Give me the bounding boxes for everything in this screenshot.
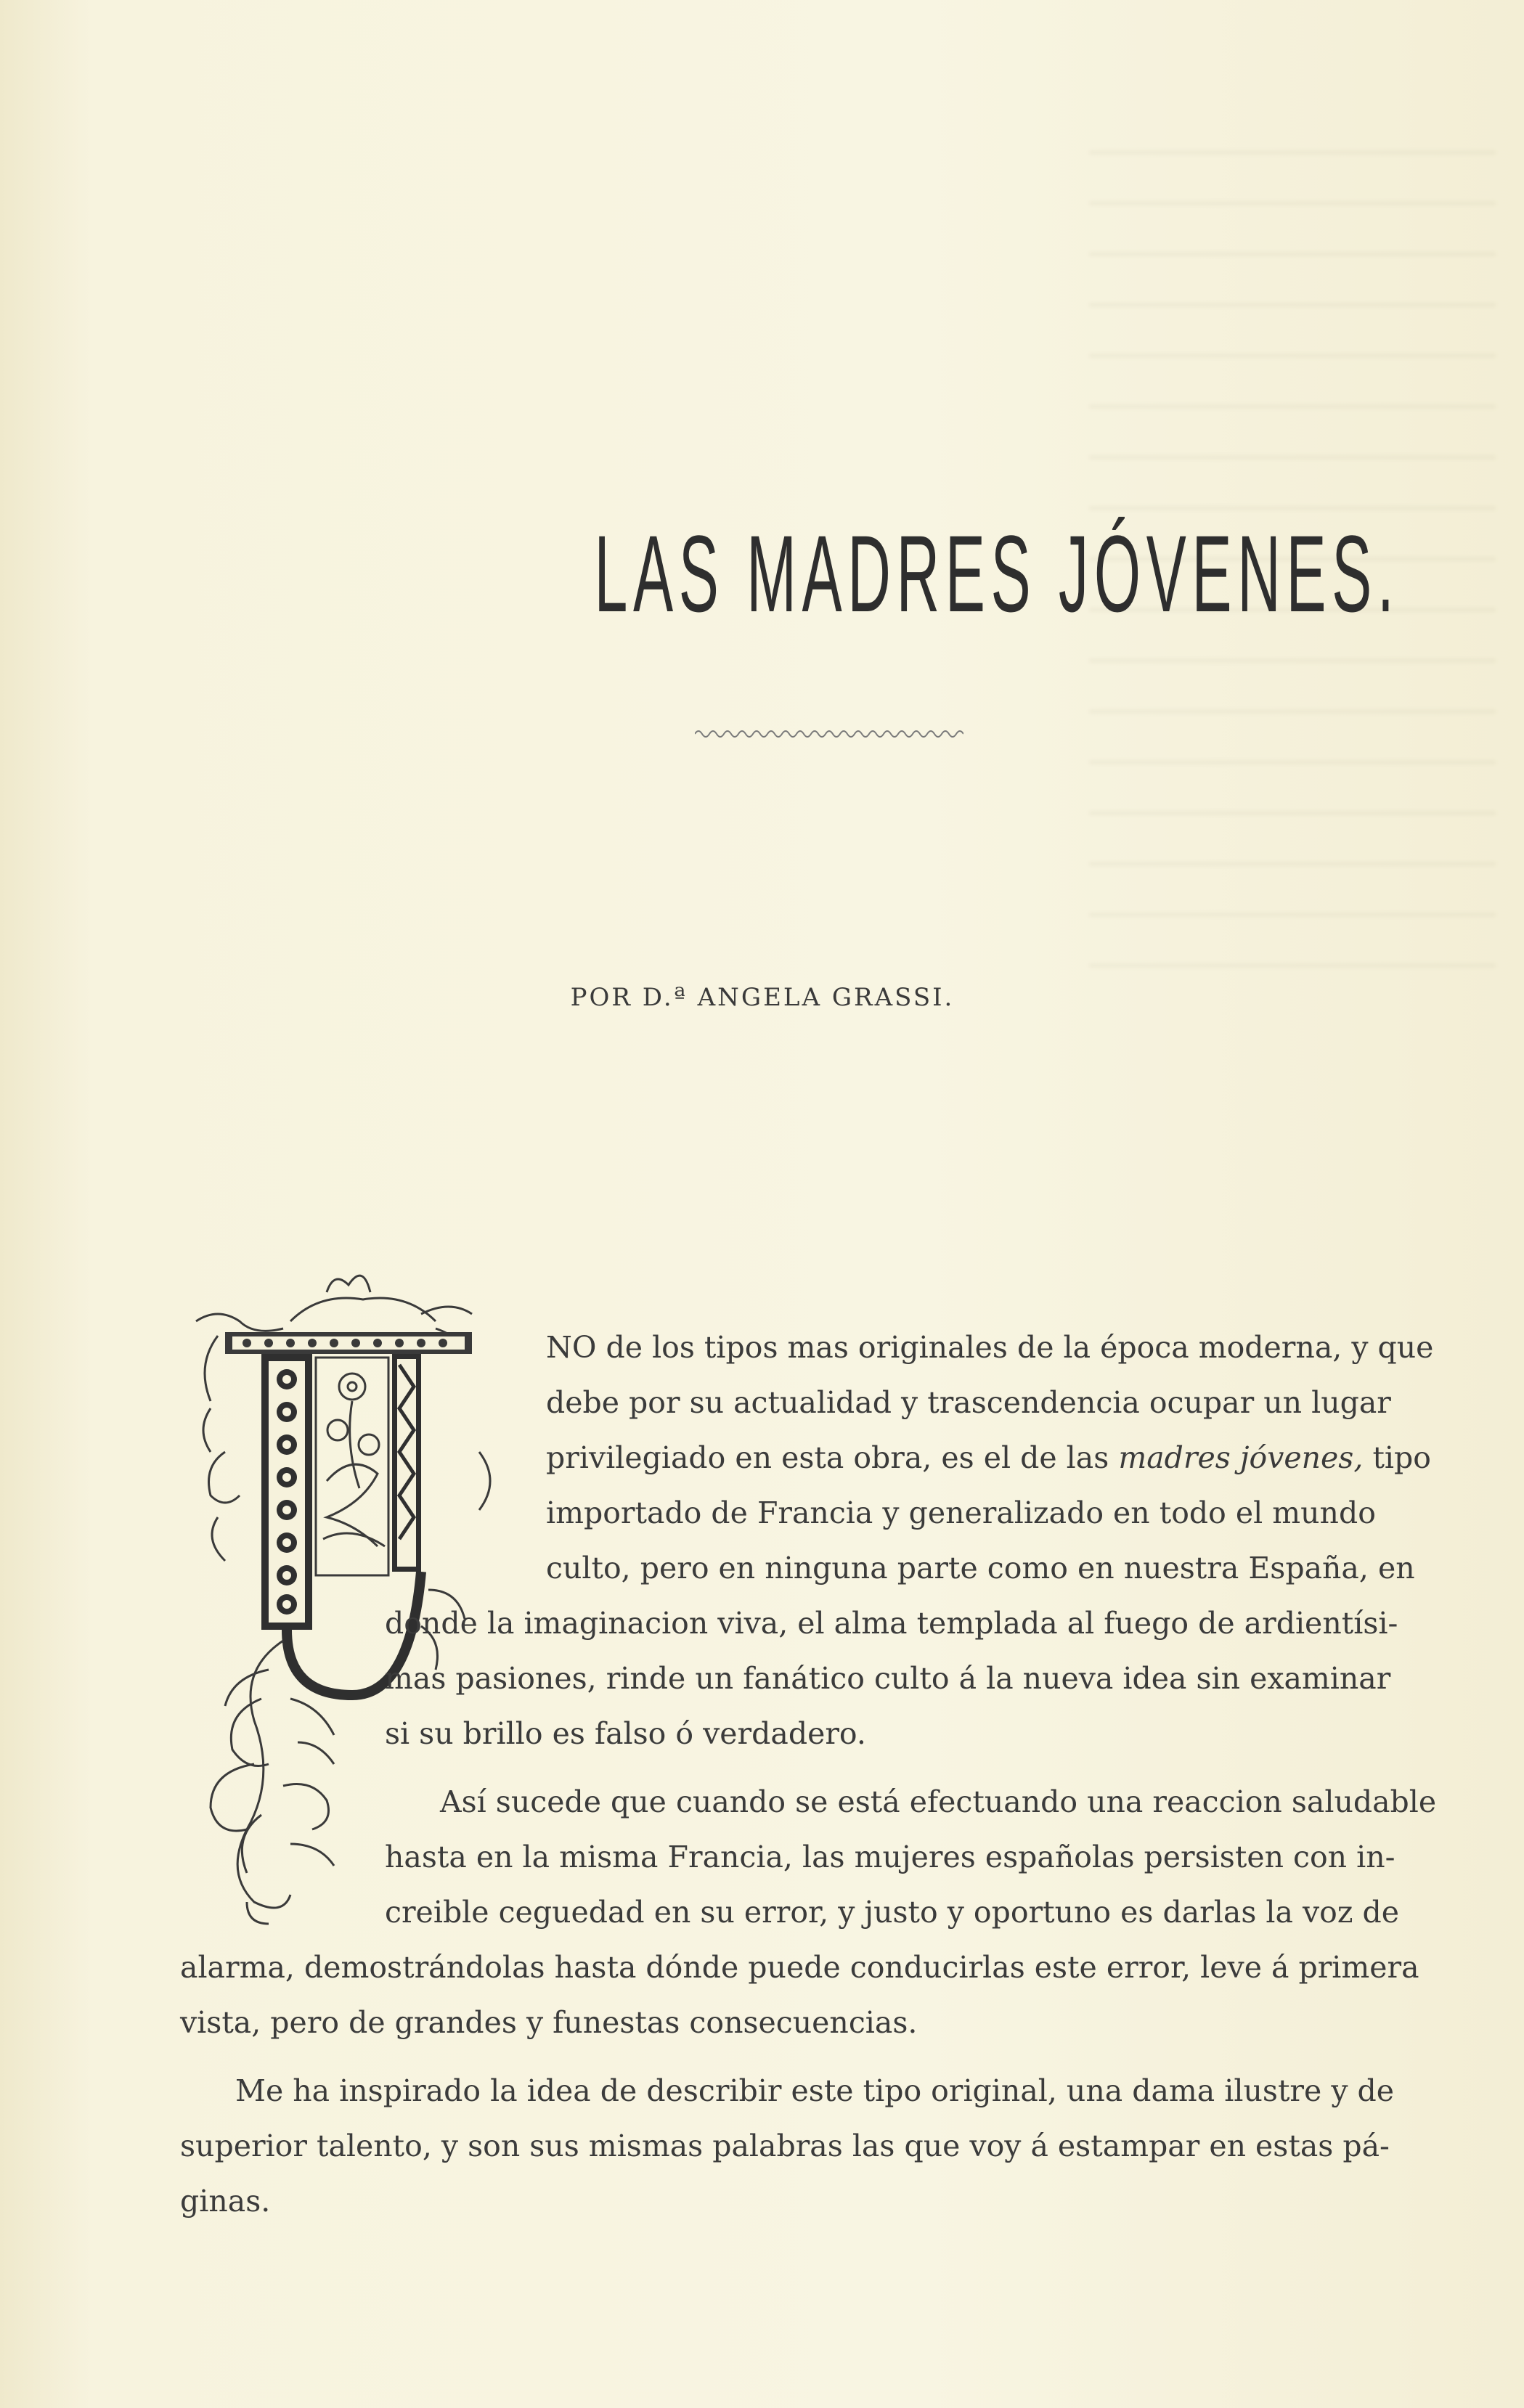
page-title: LAS MADRES JÓVENES.	[594, 513, 1400, 634]
text-segment: privilegiado en esta obra, es el de las	[546, 1440, 1109, 1475]
text-line: importado de Francia y generalizado en todo el mundo	[546, 1495, 1376, 1530]
text-line: mas pasiones, rinde un fanático culto á la nueva idea sin examinar	[385, 1661, 1391, 1696]
text-line: superior talento, y son sus mismas palabras las que voy á estampar en estas pá-	[180, 2129, 1390, 2163]
author-line: POR D.ª ANGELA GRASSI.	[570, 983, 955, 1012]
text-line: si su brillo es falso ó verdadero.	[385, 1716, 866, 1751]
ornamental-initial-letter	[182, 1263, 516, 1931]
text-line: Me ha inspirado la idea de describir este tipo original, una dama ilustre y de	[235, 2073, 1395, 2108]
text-line: creible ceguedad en su error, y justo y oportuno es darlas la voz de	[385, 1895, 1399, 1930]
text-line: debe por su actualidad y trascendencia ocupar un lugar	[546, 1385, 1391, 1420]
text-line: hasta en la misma Francia, las mujeres españolas persisten con in-	[385, 1840, 1395, 1874]
text-segment: tipo	[1372, 1440, 1431, 1475]
text-line: Así sucede que cuando se está efectuando una reaccion saludable	[440, 1784, 1437, 1819]
text-line: vista, pero de grandes y funestas consecuencias.	[180, 2005, 918, 2040]
text-line: culto, pero en ninguna parte como en nuestra España, en	[546, 1551, 1415, 1585]
text-line-with-emphasis	[546, 1440, 1431, 1475]
text-line: donde la imaginacion viva, el alma templada al fuego de ardientísi-	[385, 1606, 1398, 1641]
emphasized-term: madres jóvenes,	[1118, 1440, 1364, 1475]
text-line: alarma, demostrándolas hasta dónde puede conducirlas este error, leve á primera	[180, 1950, 1419, 1985]
decorative-wavy-rule	[695, 726, 963, 742]
text-line: NO de los tipos mas originales de la época moderna, y que	[546, 1330, 1434, 1365]
text-line: ginas.	[180, 2184, 271, 2219]
